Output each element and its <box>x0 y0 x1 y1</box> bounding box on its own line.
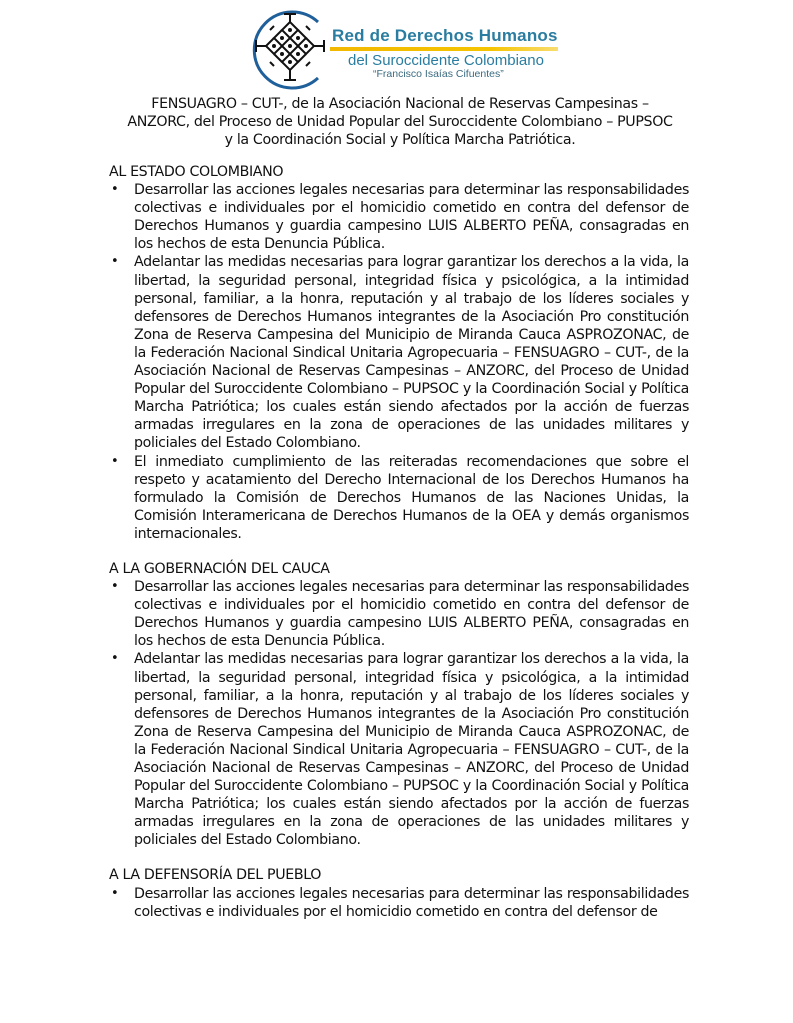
intro-line: y la Coordinación Social y Política Marcha Patriótica. <box>224 132 576 148</box>
list-item-text: Desarrollar las acciones legales necesarias para determinar las responsabilidades colectivas e individuales por el homicidio cometido en contra del defensor de Derechos Humanos y guardia campesino LUIS ALBERTO PEÑA, consagradas en los hechos de esta Denuncia Pública. <box>134 579 689 650</box>
intro-line: ANZORC, del Proceso de Unidad Popular del Suroccidente Colombiano – PUPSOC <box>127 114 673 130</box>
section-title: A LA GOBERNACIÓN DEL CAUCA <box>109 560 330 577</box>
organization-title: Red de Derechos Humanos <box>332 26 558 45</box>
demands-list <box>109 181 689 543</box>
list-item-text: Desarrollar las acciones legales necesarias para determinar las responsabilidades colectivas e individuales por el homicidio cometido en contra del defensor de Derechos Humanos y guardia campesino LUIS ALBERTO PEÑA, consagradas en los hechos de esta Denuncia Pública. <box>134 182 689 253</box>
list-item-text: Adelantar las medidas necesarias para lograr garantizar los derechos a la vida, la libertad, la seguridad personal, integridad física y psicológica, a la intimidad personal, familiar, a la honra, reputación y al trabajo de los líderes sociales y defensores de Derechos Humanos integrantes de la Asociación Pro constitución Zona de Reserva Campesina del Municipio de Miranda Cauca ASPROZONAC, de la Federación Nacional Sindical Unitaria Agropecuaria – FENSUAGRO – CUT-, de la Asociación Nacional de Reservas Campesinas – ANZORC, del Proceso de Unidad Popular del Suroccidente Colombiano – PUPSOC y la Coordinación Social y Política Marcha Patriótica; los cuales están siendo afectados por la acción de fuerzas armadas irregulares en la zona de operaciones de las unidades militares y policiales del Estado Colombiano. <box>134 254 689 452</box>
organization-name <box>330 26 570 80</box>
section-gobernacion-cauca <box>109 560 689 850</box>
bullet-icon: • <box>111 254 119 270</box>
bullet-icon: • <box>111 182 119 198</box>
list-item-text: Desarrollar las acciones legales necesarias para determinar las responsabilidades colectivas e individuales por el homicidio cometido en contra del defensor de <box>134 885 689 920</box>
accent-bar <box>330 47 558 51</box>
section-title: AL ESTADO COLOMBIANO <box>109 164 284 180</box>
intro-paragraph <box>100 95 700 149</box>
bullet-icon: • <box>111 651 119 667</box>
demands-list <box>109 885 689 921</box>
list-item <box>109 253 689 452</box>
bullet-icon: • <box>111 453 119 469</box>
section-estado-colombiano <box>109 163 689 543</box>
list-item <box>109 181 689 253</box>
letterhead <box>0 0 793 92</box>
section-defensoria-pueblo <box>109 866 689 920</box>
bullet-icon: • <box>111 579 119 595</box>
list-item <box>109 578 689 650</box>
document-body <box>109 163 689 938</box>
bullet-icon: • <box>111 885 119 901</box>
network-circle-logo-icon <box>248 8 332 92</box>
list-item <box>109 453 689 543</box>
section-title: A LA DEFENSORÍA DEL PUEBLO <box>109 867 322 884</box>
demands-list <box>109 578 689 849</box>
list-item-text: El inmediato cumplimiento de las reiteradas recomendaciones que sobre el respeto y acatamiento del Derecho Internacional de los Derechos Humanos ha formulado la Comisión de Derechos Humanos de las Naciones Unidas, la Comisión Interamericana de Derechos Humanos de la OEA y demás organismos internacionales. <box>134 453 689 542</box>
organization-tagline: “Francisco Isaías Cifuentes” <box>373 68 504 80</box>
organization-subtitle: del Suroccidente Colombiano <box>348 52 544 69</box>
list-item <box>109 885 689 921</box>
list-item-text: Adelantar las medidas necesarias para lograr garantizar los derechos a la vida, la libertad, la seguridad personal, integridad física y psicológica, a la intimidad personal, familiar, a la honra, reputación y al trabajo de los líderes sociales y defensores de Derechos Humanos integrantes de la Asociación Pro constitución Zona de Reserva Campesina del Municipio de Miranda Cauca ASPROZONAC, de la Federación Nacional Sindical Unitaria Agropecuaria – FENSUAGRO – CUT-, de la Asociación Nacional de Reservas Campesinas – ANZORC, del Proceso de Unidad Popular del Suroccidente Colombiano – PUPSOC y la Coordinación Social y Política Marcha Patriótica; los cuales están siendo afectados por la acción de fuerzas armadas irregulares en la zona de operaciones de las unidades militares y policiales del Estado Colombiano. <box>134 651 689 849</box>
list-item <box>109 650 689 849</box>
intro-line: FENSUAGRO – CUT-, de la Asociación Nacional de Reservas Campesinas – <box>151 96 649 112</box>
